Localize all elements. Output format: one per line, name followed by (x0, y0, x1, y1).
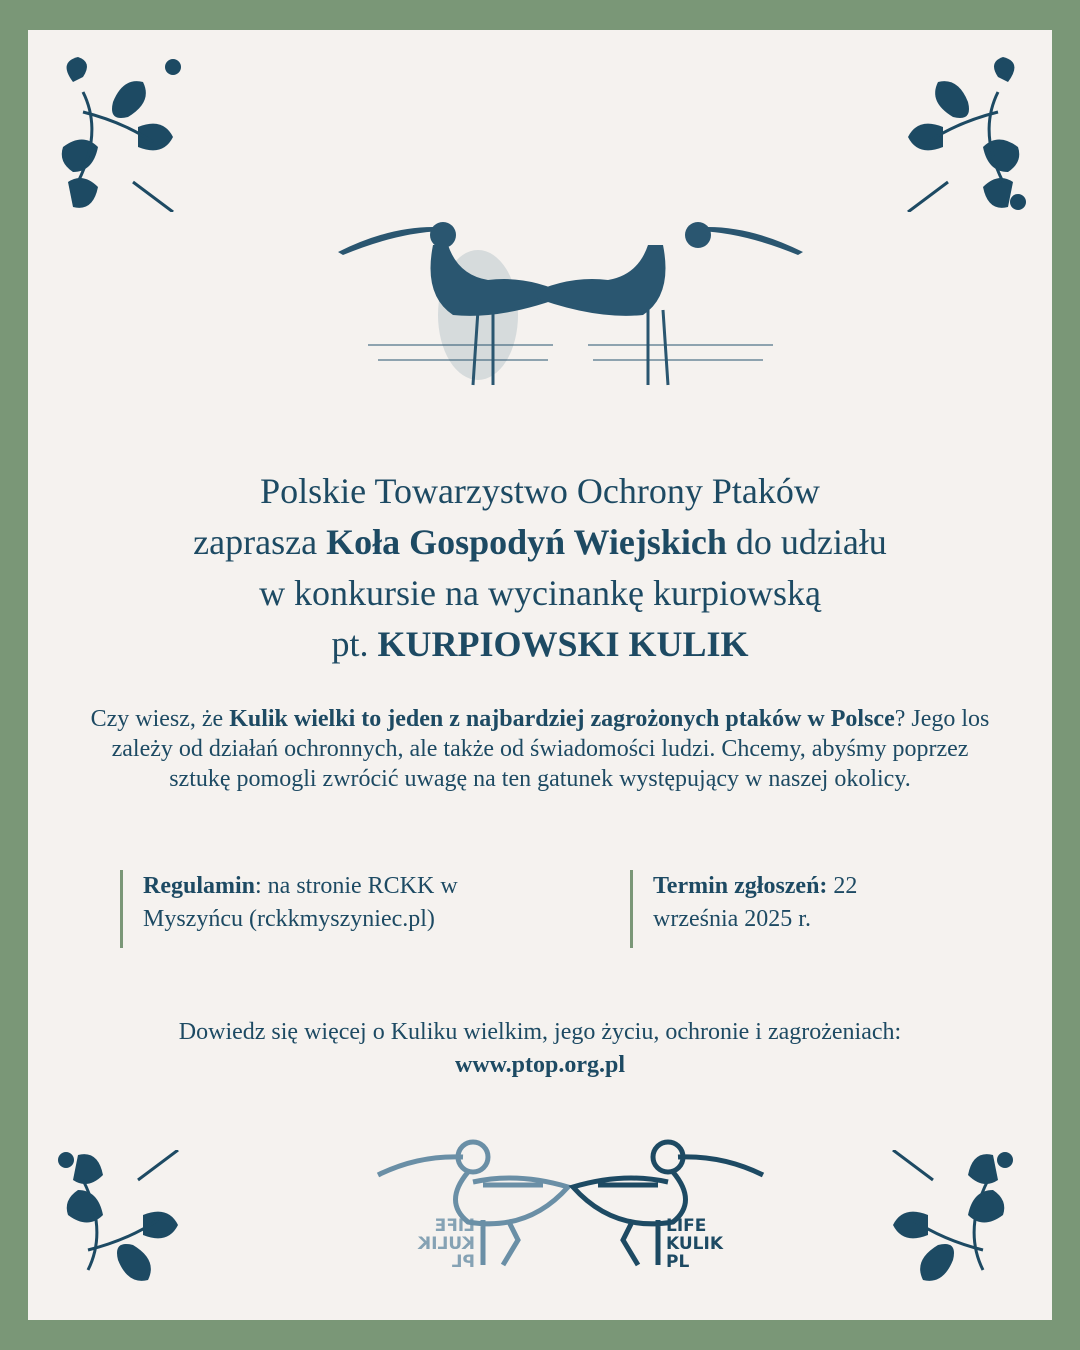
intro-paragraph: Czy wiesz, że Kulik wielki to jeden z najbardziej zagrożonych ptaków w Polsce? Jego los zależy od działań ochronnych, ale także od świadomości ludzi. Chcemy, abyśmy poprzez sztukę pomogli zwrócić uwagę na ten gatunek występujący w naszej okolicy. (90, 706, 990, 792)
svg-text:LIFE: LIFE (434, 1216, 475, 1236)
folk-flower-ornament-icon (888, 52, 1038, 212)
svg-text:KULIK: KULIK (666, 1234, 724, 1254)
heading-line: Polskie Towarzystwo Ochrony Ptaków (260, 471, 820, 511)
svg-text:PL: PL (666, 1252, 690, 1270)
more-info (28, 1016, 1052, 1082)
deadline-info: Termin zgłoszeń: 22 września 2025 r. (630, 870, 930, 948)
heading-line: pt. KURPIOWSKI KULIK (331, 624, 749, 664)
folk-flower-ornament-icon (43, 52, 193, 212)
folk-flower-ornament-icon (873, 1150, 1023, 1310)
folk-flower-ornament-icon (48, 1150, 198, 1310)
website-link[interactable]: www.ptop.org.pl (454, 1052, 626, 1078)
rules-info: Regulamin: na stronie RCKK w Myszyńcu (rckkmyszyniec.pl) (120, 870, 540, 948)
life-kulik-pl-logo (373, 1135, 768, 1270)
svg-text:PL: PL (451, 1252, 475, 1270)
invitation-heading (28, 466, 1052, 670)
svg-text:LIFE: LIFE (666, 1216, 707, 1236)
curlew-illustration (338, 215, 803, 395)
more-info-text: Dowiedz się więcej o Kuliku wielkim, jego życiu, ochronie i zagrożeniach: (178, 1019, 902, 1045)
heading-line: w konkursie na wycinankę kurpiowską (259, 573, 821, 613)
poster (28, 30, 1052, 1320)
heading-line: zaprasza Koła Gospodyń Wiejskich do udziału (193, 522, 887, 562)
svg-text:KULIK: KULIK (417, 1234, 475, 1254)
